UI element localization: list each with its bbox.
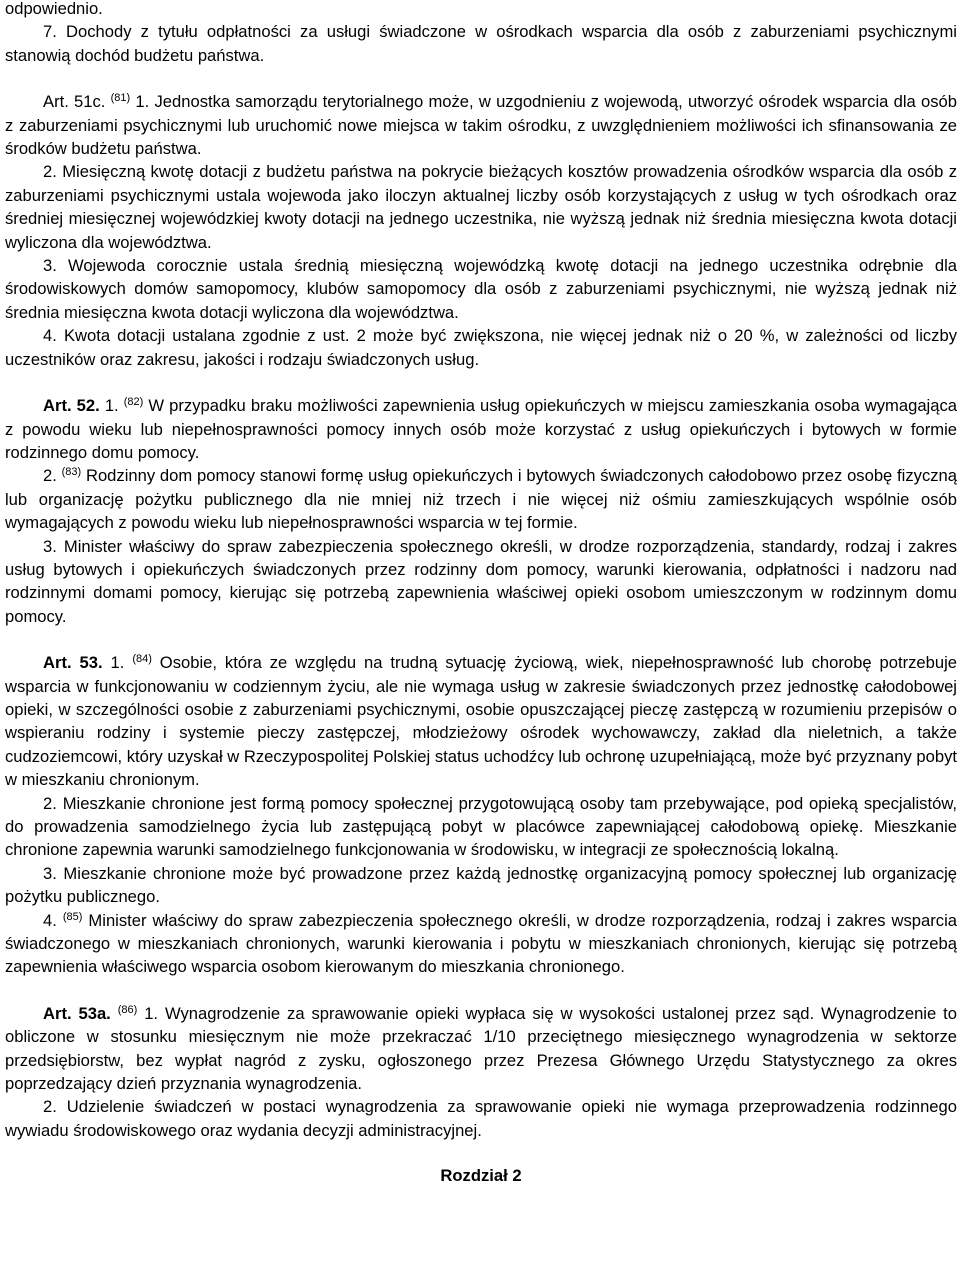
paragraph-art51c-ust2: 2. Miesięczną kwotę dotacji z budżetu państwa na pokrycie bieżących kosztów prowadzenia ośrodków wsparcia dla osób z zaburzeniami psychicznymi ustala wojewoda jako iloczyn aktualnej liczby osób korzystających z usług w tych ośrodkach oraz średniej miesięcznej wojewódzkiej kwoty dotacji na jednego uczestnika, nie wyższą jednak niż średnia miesięczna kwota dotacji wyliczona dla województwa. xyxy=(5,162,957,252)
article-label-52: Art. 52. xyxy=(43,396,100,416)
paragraph-art53-ust1 xyxy=(5,651,957,791)
paragraph-art53a-ust2: 2. Udzielenie świadczeń w postaci wynagrodzenia za sprawowanie opieki nie wymaga przeprowadzenia rodzinnego wywiadu środowiskowego oraz wydania decyzji administracyjnej. xyxy=(5,1097,957,1140)
chapter-heading: Rozdział 2 xyxy=(440,1166,522,1186)
paragraph-art53-ust4 xyxy=(5,909,957,979)
paragraph-art51c-ust4: 4. Kwota dotacji ustalana zgodnie z ust. 2 może być zwiększona, nie więcej jednak niż o 20 %, w zależności od liczby uczestników oraz zakresu, jakości i rodzaju świadczonych usług. xyxy=(5,326,957,369)
paragraph-art52-ust1 xyxy=(5,394,957,464)
paragraph-art51c-ust1 xyxy=(5,90,957,160)
paragraph-text: Minister właściwy do spraw zabezpieczenia społecznego określi, w drodze rozporządzenia, rodzaj i zakres wsparcia świadczonego w mieszkaniach chronionych, warunki kierowania i pobytu w mieszkaniach chronionych, kierując się potrzebą zapewnienia właściwego wsparcia osobom kierowanym do mieszkania chronionego. xyxy=(5,910,957,977)
footnote-ref-82: (82) xyxy=(123,396,144,409)
paragraph-art53a-ust1 xyxy=(5,1002,957,1096)
paragraph-art53-ust2: 2. Mieszkanie chronione jest formą pomocy społecznej przygotowującą osoby tam przebywające, pod opieką specjalistów, do prowadzenia samodzielnego życia lub zastępującą pobyt w placówce zapewniającej całodobową opiekę. Mieszkanie chronione zapewnia warunki samodzielnego funkcjonowania w środowisku, w integracji ze społecznością lokalną. xyxy=(5,793,957,860)
footnote-ref-81: (81) xyxy=(110,92,131,105)
paragraph-text: Rodzinny dom pomocy stanowi formę usług opiekuńczych i bytowych świadczonych całodobowo przez osobę fizyczną lub organizację pożytku publicznego dla nie mniej niż trzech i nie więcej niż ośmiu zamieszkujących wspólnie osób wymagających z powodu wieku lub niepełnosprawności wsparcia w tej formie. xyxy=(5,466,957,533)
paragraph-art51c-ust3: 3. Wojewoda corocznie ustala średnią miesięczną wojewódzką kwotę dotacji na jednego uczestnika odrębnie dla środowiskowych domów samopomocy, klubów samopomocy dla osób z zaburzeniami psychicznymi, nie wyższą jednak niż średnia miesięczna kwota dotacji wyliczona dla województwa. xyxy=(5,256,957,322)
footnote-ref-83: (83) xyxy=(61,466,82,479)
paragraph-text: 1. Wynagrodzenie za sprawowanie opieki wypłaca się w wysokości ustalonej przez sąd. Wynagrodzenie to obliczone w stosunku miesięcznym nie może przekraczać 1/10 przeciętnego miesięcznego wynagrodzenia w sektorze przedsiębiorstw, bez wypłat nagród z zysku, ogłoszonego przez Prezesa Głównego Urzędu Statystycznego za okres poprzedzający dzień przyznania wynagrodzenia. xyxy=(5,1003,957,1094)
paragraph-number: 4. xyxy=(43,910,63,930)
article-label-51c: Art. 51c. xyxy=(43,92,106,112)
paragraph-text: 1. Jednostka samorządu terytorialnego może, w uzgodnieniu z wojewodą, utworzyć ośrodek wsparcia dla osób z zaburzeniami psychicznymi lub uruchomić nowe miejsca w takim ośrodku, z uwzględnieniem możliwości ich sfinansowania ze środków budżetu państwa. xyxy=(5,92,957,159)
paragraph-text: W przypadku braku możliwości zapewnienia usług opiekuńczych w miejscu zamieszkania osoba wymagająca z powodu wieku lub niepełnosprawności pomocy innych osób może korzystać z usług opiekuńczych i bytowych w formie rodzinnego domu pomocy. xyxy=(5,396,957,462)
paragraph-text: Osobie, która ze względu na trudną sytuację życiową, wiek, niepełnosprawność lub chorobę potrzebuje wsparcia w funkcjonowaniu w codziennym życiu, ale nie wymaga usług w zakresie świadczonych przez jednostkę całodobowej opieki, w szczególności osobie z zaburzeniami psychicznymi, osobie opuszczającej pieczę zastępczą w rozumieniu przepisów o wspieraniu rodziny i systemie pieczy zastępczej, młodzieżowy ośrodek wychowawczy, zakład dla nieletnich, a także cudzoziemcowi, który uzyskał w Rzeczypospolitej Polskiej status uchodźcy lub ochronę uzupełniającą, może być przyznany pobyt w mieszkaniu chronionym. xyxy=(5,653,957,790)
paragraph-continuation: odpowiednio. xyxy=(5,0,103,18)
paragraph-art51b-ust7: 7. Dochody z tytułu odpłatności za usługi świadczone w ośrodkach wsparcia dla osób z zaburzeniami psychicznymi stanowią dochód budżetu państwa. xyxy=(5,22,957,65)
footnote-ref-86: (86) xyxy=(117,1003,138,1016)
document-page xyxy=(5,0,957,1188)
paragraph-number: 1. xyxy=(102,653,133,673)
paragraph-art53-ust3: 3. Mieszkanie chronione może być prowadzone przez każdą jednostkę organizacyjną pomocy społecznej lub organizację pożytku publicznego. xyxy=(5,863,957,907)
paragraph-number: 1. xyxy=(99,396,124,416)
paragraph-number: 2. xyxy=(43,466,62,486)
footnote-ref-84: (84) xyxy=(132,653,152,666)
paragraph-art52-ust3: 3. Minister właściwy do spraw zabezpieczenia społecznego określi, w drodze rozporządzenia, standardy, rodzaj i zakres usług bytowych i opiekuńczych świadczonych przez rodzinny dom pomocy, warunki kierowania, odpłatności i nadzoru nad rodzinnymi domami pomocy, kierując się potrzebą zapewnienia właściwej opieki osobom umieszczonym w rodzinnym domu pomocy. xyxy=(5,536,957,626)
article-label-53a: Art. 53a. xyxy=(43,1003,111,1023)
article-label-53: Art. 53. xyxy=(43,653,103,673)
footnote-ref-85: (85) xyxy=(62,910,83,923)
paragraph-art52-ust2 xyxy=(5,464,957,534)
